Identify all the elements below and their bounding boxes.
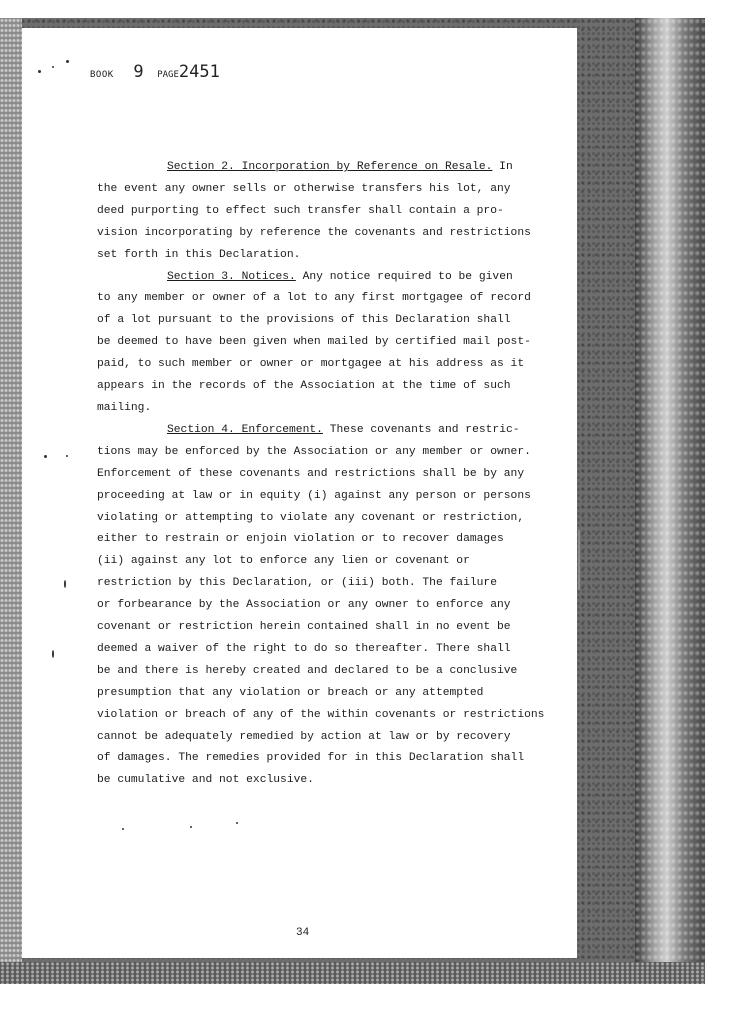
speck xyxy=(66,455,68,457)
text-line: be deemed to have been given when mailed by certified mail post- xyxy=(97,336,531,349)
text-line: set forth in this Declaration. xyxy=(97,248,301,261)
book-label: BOOK xyxy=(90,70,114,80)
text-line: appears in the records of the Association at the time of such xyxy=(97,380,511,393)
document-body xyxy=(97,157,545,792)
text-line: be cumulative and not exclusive. xyxy=(97,774,314,787)
speck xyxy=(122,828,124,830)
scan-bottom-edge xyxy=(0,962,705,984)
footer-page-number: 34 xyxy=(296,927,310,939)
text-line: restriction by this Declaration, or (iii) both. The failure xyxy=(97,577,497,590)
text-line: either to restrain or enjoin violation or to recover damages xyxy=(97,533,504,546)
text-line: deemed a waiver of the right to do so thereafter. There shall xyxy=(97,642,511,655)
scan-left-edge xyxy=(0,18,22,984)
text-line: cannot be adequately remedied by action at law or by recovery xyxy=(97,730,511,743)
text-line: presumption that any violation or breach or any attempted xyxy=(97,686,484,699)
text-line: These covenants and restric- xyxy=(322,423,520,436)
text-line: In xyxy=(492,161,513,173)
section-3-first-line xyxy=(97,267,537,289)
book-volume: 9 xyxy=(133,62,144,82)
text-line: paid, to such member or owner or mortgagee at his address as it xyxy=(97,358,525,371)
speck xyxy=(64,580,66,588)
text-line: the event any owner sells or otherwise transfers his lot, any xyxy=(97,182,511,195)
page-label: PAGE xyxy=(157,70,179,80)
speck xyxy=(52,66,54,68)
text-line: violating or attempting to violate any covenant or restriction, xyxy=(97,511,525,524)
text-line: violation or breach of any of the within covenants or restrictions xyxy=(97,708,545,721)
section-4-heading: Section 4. Enforcement. xyxy=(167,423,323,436)
text-line: Any notice required to be given xyxy=(295,270,513,283)
speck xyxy=(578,530,580,590)
text-line: Enforcement of these covenants and restrictions shall be by any xyxy=(97,467,525,480)
text-line: to any member or owner of a lot to any first mortgagee of record xyxy=(97,292,531,305)
speck xyxy=(38,70,41,73)
text-line: mailing. xyxy=(97,401,152,414)
text-line: proceeding at law or in equity (i) against any person or persons xyxy=(97,489,531,502)
text-line: covenant or restriction herein contained shall in no event be xyxy=(97,621,511,634)
book-page-stamp xyxy=(90,62,220,82)
text-line: or forbearance by the Association or any owner to enforce any xyxy=(97,599,511,612)
speck xyxy=(190,826,192,828)
text-line: (ii) against any lot to enforce any lien or covenant or xyxy=(97,555,470,568)
text-line: tions may be enforced by the Association or any member or owner. xyxy=(97,445,531,458)
speck xyxy=(66,60,69,63)
section-4-first-line xyxy=(97,420,537,442)
text-line: of a lot pursuant to the provisions of this Declaration shall xyxy=(97,314,511,327)
speck xyxy=(44,455,47,458)
speck xyxy=(52,650,54,658)
section-2-first-line xyxy=(97,157,537,179)
speck xyxy=(236,822,238,824)
section-3-heading: Section 3. Notices. xyxy=(167,270,296,283)
text-line: vision incorporating by reference the covenants and restrictions xyxy=(97,226,531,239)
text-line: of damages. The remedies provided for in this Declaration shall xyxy=(97,752,525,765)
text-line: deed purporting to effect such transfer shall contain a pro- xyxy=(97,204,504,217)
text-line: be and there is hereby created and declared to be a conclusive xyxy=(97,664,518,677)
section-2-heading: Section 2. Incorporation by Reference on Resale. xyxy=(167,161,493,173)
book-page-number: 2451 xyxy=(178,62,220,82)
scan-right-strip xyxy=(635,18,705,984)
